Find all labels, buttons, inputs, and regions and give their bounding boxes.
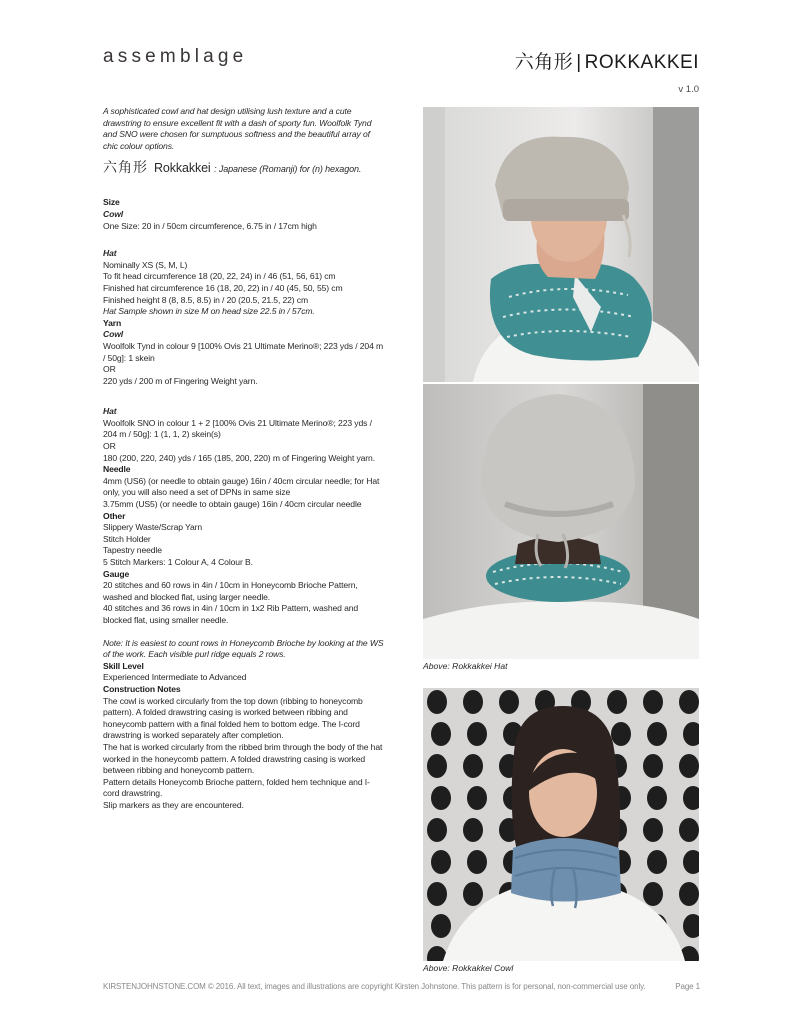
meaning-japanese: 六角形 [103,159,148,176]
gauge-line: 40 stitches and 36 rows in 4in / 10cm in 1x2 Rib Pattern, washed and blocked flat, using smaller needle. [103,603,359,625]
size-hat-line: Finished height 8 (8, 8.5, 8.5) in / 20 (20.5, 21.5, 22) cm [103,294,309,305]
size-hat-note: Hat Sample shown in size M on head size 22.5 in / 57cm. [103,306,315,317]
other-heading: Other [103,510,126,521]
gauge-heading: Gauge [103,568,130,579]
size-hat-line: Finished hat circumference 16 (18, 20, 22) in / 40 (45, 50, 55) cm [103,282,343,293]
name-meaning [103,159,385,177]
yarn-cowl-label: Cowl [103,329,124,340]
cowl-photo-caption: Above: Rokkakkei Cowl [423,963,514,973]
brand-logo: assemblage [103,46,248,67]
page-number: Page 1 [675,982,700,991]
title-separator: | [576,52,582,73]
hat-front-photo [423,107,699,382]
meaning-definition: : Japanese (Romanji) for (n) hexagon. [214,164,362,175]
yarn-cowl-line: 220 yds / 200 m of Fingering Weight yarn. [103,375,258,386]
gauge-note: Note: It is easiest to count rows in Honeycomb Brioche by looking at the WS of the work. Each visible purl ridge equals 2 rows. [103,637,384,660]
yarn-hat-label: Hat [103,406,117,417]
yarn-hat-line: OR [103,441,116,452]
other-line: Tapestry needle [103,545,162,556]
construction-line: The cowl is worked circularly from the top down (ribbing to honeycomb pattern). A folded drawstring casing is worked between ribbing and honeycomb pattern with a final folded hem to bottom edge. The I-cord drawstring is worked separately after completion. [103,695,363,741]
hat-back-photo [423,384,699,659]
yarn-cowl-line: OR [103,364,116,375]
title-romanji: ROKKAKKEI [584,52,699,73]
size-hat-line: Nominally XS (S, M, L) [103,259,188,270]
size-hat-line: To fit head circumference 18 (20, 22, 24) in / 46 (51, 56, 61) cm [103,271,336,282]
needle-line: 4mm (US6) (or needle to obtain gauge) 16in / 40cm circular needle; for Hat only, you will also need a set of DPNs in same size [103,475,380,498]
size-cowl-label: Cowl [103,208,124,219]
pattern-details [103,106,385,811]
title-japanese: 六角形 [514,52,574,73]
construction-line: Slip markers as they are encountered. [103,799,244,810]
skill-heading: Skill Level [103,660,144,671]
construction-line: Pattern details Honeycomb Brioche pattern, folded hem technique and I-cord drawstring. [103,776,370,799]
hat-photo-caption: Above: Rokkakkei Hat [423,661,508,671]
meaning-word: Rokkakkei [154,161,211,176]
copyright-notice: KIRSTENJOHNSTONE.COM © 2016. All text, images and illustrations are copyright Kirsten Johnstone. This pattern is for personal, non-commercial use only. [103,982,646,991]
needle-line: 3.75mm (US5) (or needle to obtain gauge) 16in / 40cm circular needle [103,499,362,510]
needle-heading: Needle [103,464,131,475]
size-heading: Size [103,197,120,208]
other-line: Slippery Waste/Scrap Yarn [103,522,203,533]
yarn-hat-line: Woolfolk SNO in colour 1 + 2 [100% Ovis 21 Ultimate Merino®; 223 yds / 204 m / 50g]: 1 (1, 1, 2) skein(s) [103,417,372,440]
page-footer [103,982,700,991]
size-hat-label: Hat [103,248,117,259]
intro-text: A sophisticated cowl and hat design utilising lush texture and a cute drawstring to ensure excellent fit with a dash of sporty fun. Woolfolk Tynd and SNO were chosen for sumptuous softness and the beautiful array of chic colour options. [103,106,372,151]
skill-text: Experienced Intermediate to Advanced [103,672,247,683]
gauge-line: 20 stitches and 60 rows in 4in / 10cm in Honeycomb Brioche Pattern, washed and blocked flat, using larger needle. [103,580,358,602]
yarn-heading: Yarn [103,317,122,328]
cowl-photo [423,688,699,961]
other-line: 5 Stitch Markers: 1 Colour A, 4 Colour B. [103,557,253,567]
construction-heading: Construction Notes [103,683,181,694]
other-line: Stitch Holder [103,533,151,544]
size-cowl-text: One Size: 20 in / 50cm circumference, 6.75 in / 17cm high [103,220,317,231]
pattern-title [515,47,699,74]
yarn-cowl-line: Woolfolk Tynd in colour 9 [100% Ovis 21 Ultimate Merino®; 223 yds / 204 m / 50g]: 1 skein [103,340,384,363]
construction-line: The hat is worked circularly from the ribbed brim through the body of the hat worked in the honeycomb pattern. A folded drawstring casing is worked between ribbing and honeycomb pattern. [103,741,383,776]
yarn-hat-line: 180 (200, 220, 240) yds / 165 (185, 200, 220) m of Fingering Weight yarn. [103,452,375,463]
version-label: v 1.0 [678,84,699,95]
